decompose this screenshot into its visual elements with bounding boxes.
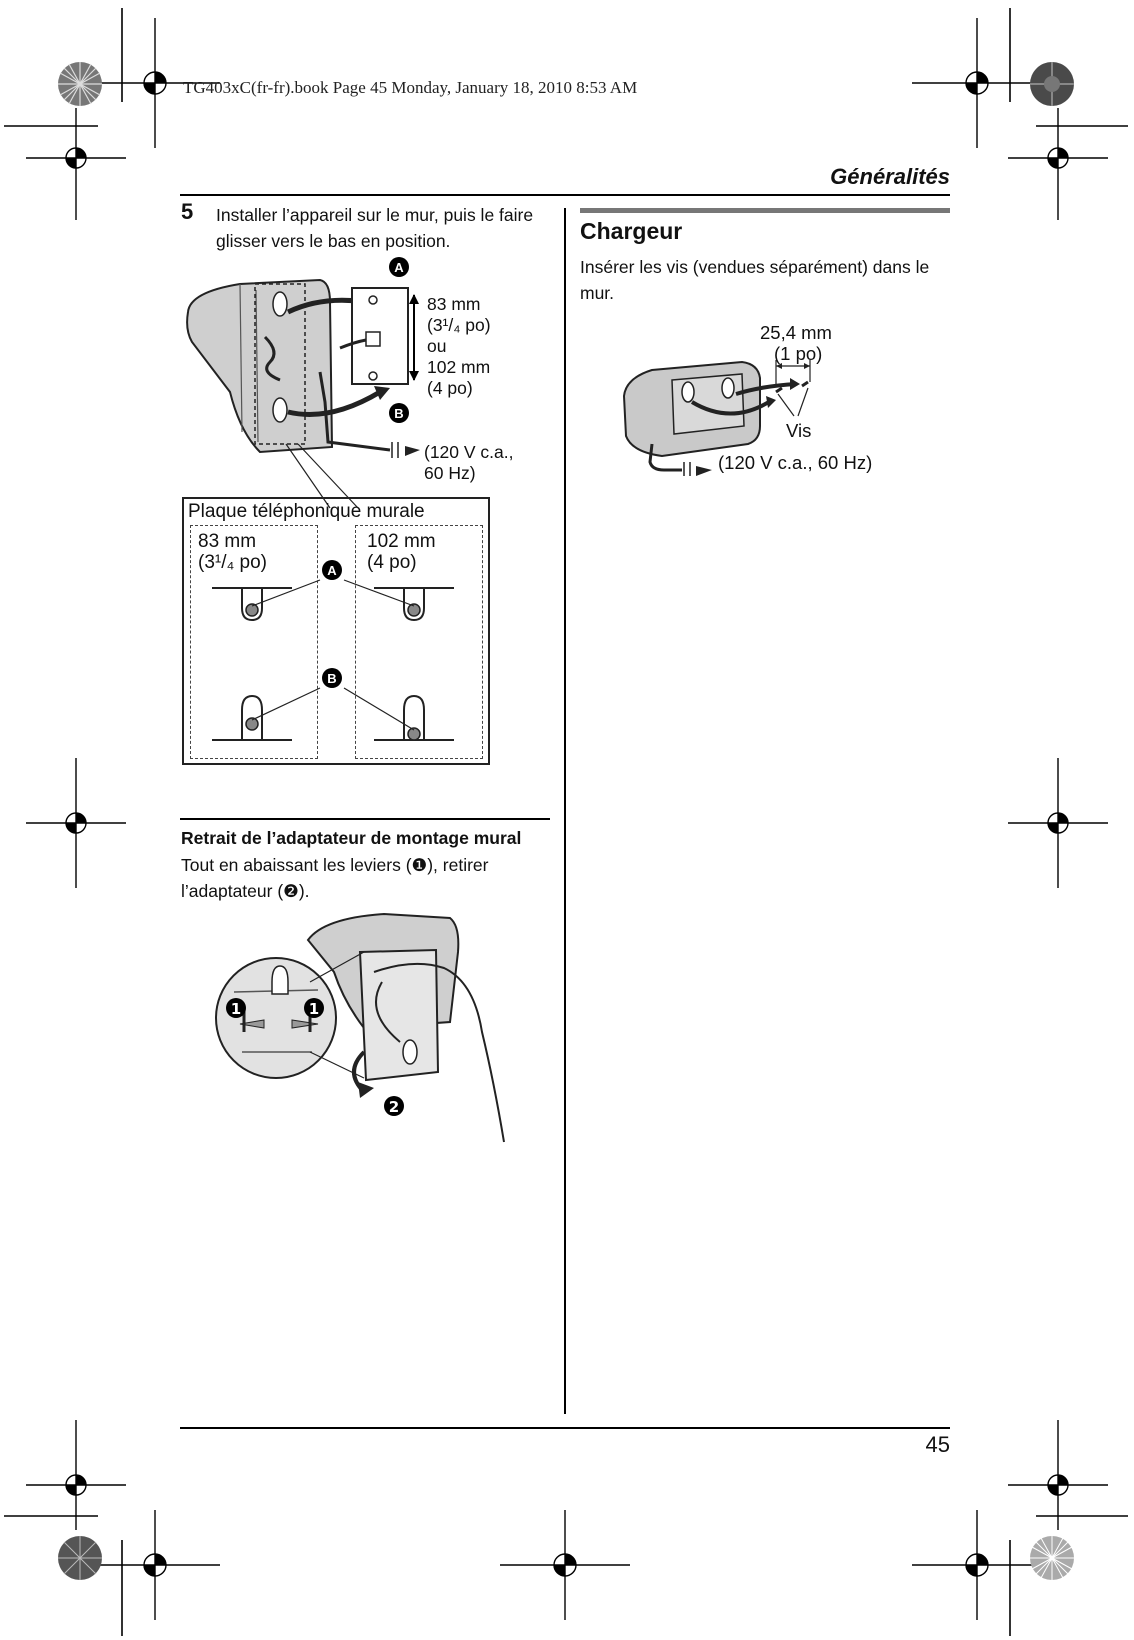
removal-text-line1: Tout en abaissant les leviers (❶), retirer [181,855,489,875]
crosshair-icon [90,1510,220,1620]
svg-text:2: 2 [388,1098,400,1116]
dimension-label: 83 mm [198,531,257,552]
crosshair-icon [1008,108,1108,208]
dimension-label: 102 mm [427,357,491,377]
calibration-wheel-icon [1028,60,1076,108]
header-rule [180,194,950,196]
step-text-line1: Installer l’appareil sur le mur, puis le faire [216,205,534,225]
calibration-wheel-icon [56,60,104,108]
charger-heading: Chargeur [580,218,683,244]
power-label: 60 Hz) [424,463,476,483]
svg-text:1: 1 [308,1000,320,1018]
page-number: 45 [925,1432,950,1457]
dimension-label: (3¹/₄ po) [427,315,491,335]
crosshair-icon [26,758,126,888]
section-title: Généralités [830,164,950,189]
charger-heading-bar [580,208,950,213]
wallplate-holes-diagram [184,560,484,760]
dimension-label: (4 po) [367,552,417,573]
removal-rule [180,818,550,820]
callout-a-icon: A [394,260,404,275]
print-header: TG403xC(fr-fr).book Page 45 Monday, January 18, 2010 8:53 AM [183,78,638,97]
svg-text:1: 1 [230,1000,242,1018]
charger-text-line2: mur. [580,283,615,303]
removal-text-line2: l’adaptateur (❷). [181,881,310,901]
dimension-label: (3¹/₄ po) [198,552,267,573]
removal-heading: Retrait de l’adaptateur de montage mural [181,828,522,848]
dimension-label: (4 po) [427,378,473,398]
column-divider [564,208,566,1414]
screws-label: Vis [786,420,812,441]
charger-text-line1: Insérer les vis (vendues séparément) dans le [580,257,930,277]
power-label: (120 V c.a., 60 Hz) [718,452,873,473]
wallplate-title: Plaque téléphonique murale [188,501,425,522]
callout-a-icon: A [327,563,337,578]
adapter-removal-illustration [214,912,514,1152]
dimension-label: 102 mm [367,531,436,552]
dimension-label: ou [427,336,447,356]
crosshair-icon [26,108,126,208]
callout-b-icon: B [394,406,404,421]
crosshair-icon [1008,758,1108,888]
crosshair-icon [912,1510,1042,1620]
footer-rule [180,1427,950,1429]
callout-b-icon: B [327,671,337,686]
dimension-label: 83 mm [427,294,481,314]
crosshair-icon [500,1510,630,1620]
step-text-line2: glisser vers le bas en position. [216,231,451,251]
calibration-wheel-icon [1028,1534,1076,1582]
screw-spacing-label: 25,4 mm [760,322,832,343]
step-number: 5 [181,199,194,224]
screw-spacing-label: (1 po) [774,343,823,364]
power-label: (120 V c.a., [424,442,514,462]
calibration-wheel-icon [56,1534,104,1582]
